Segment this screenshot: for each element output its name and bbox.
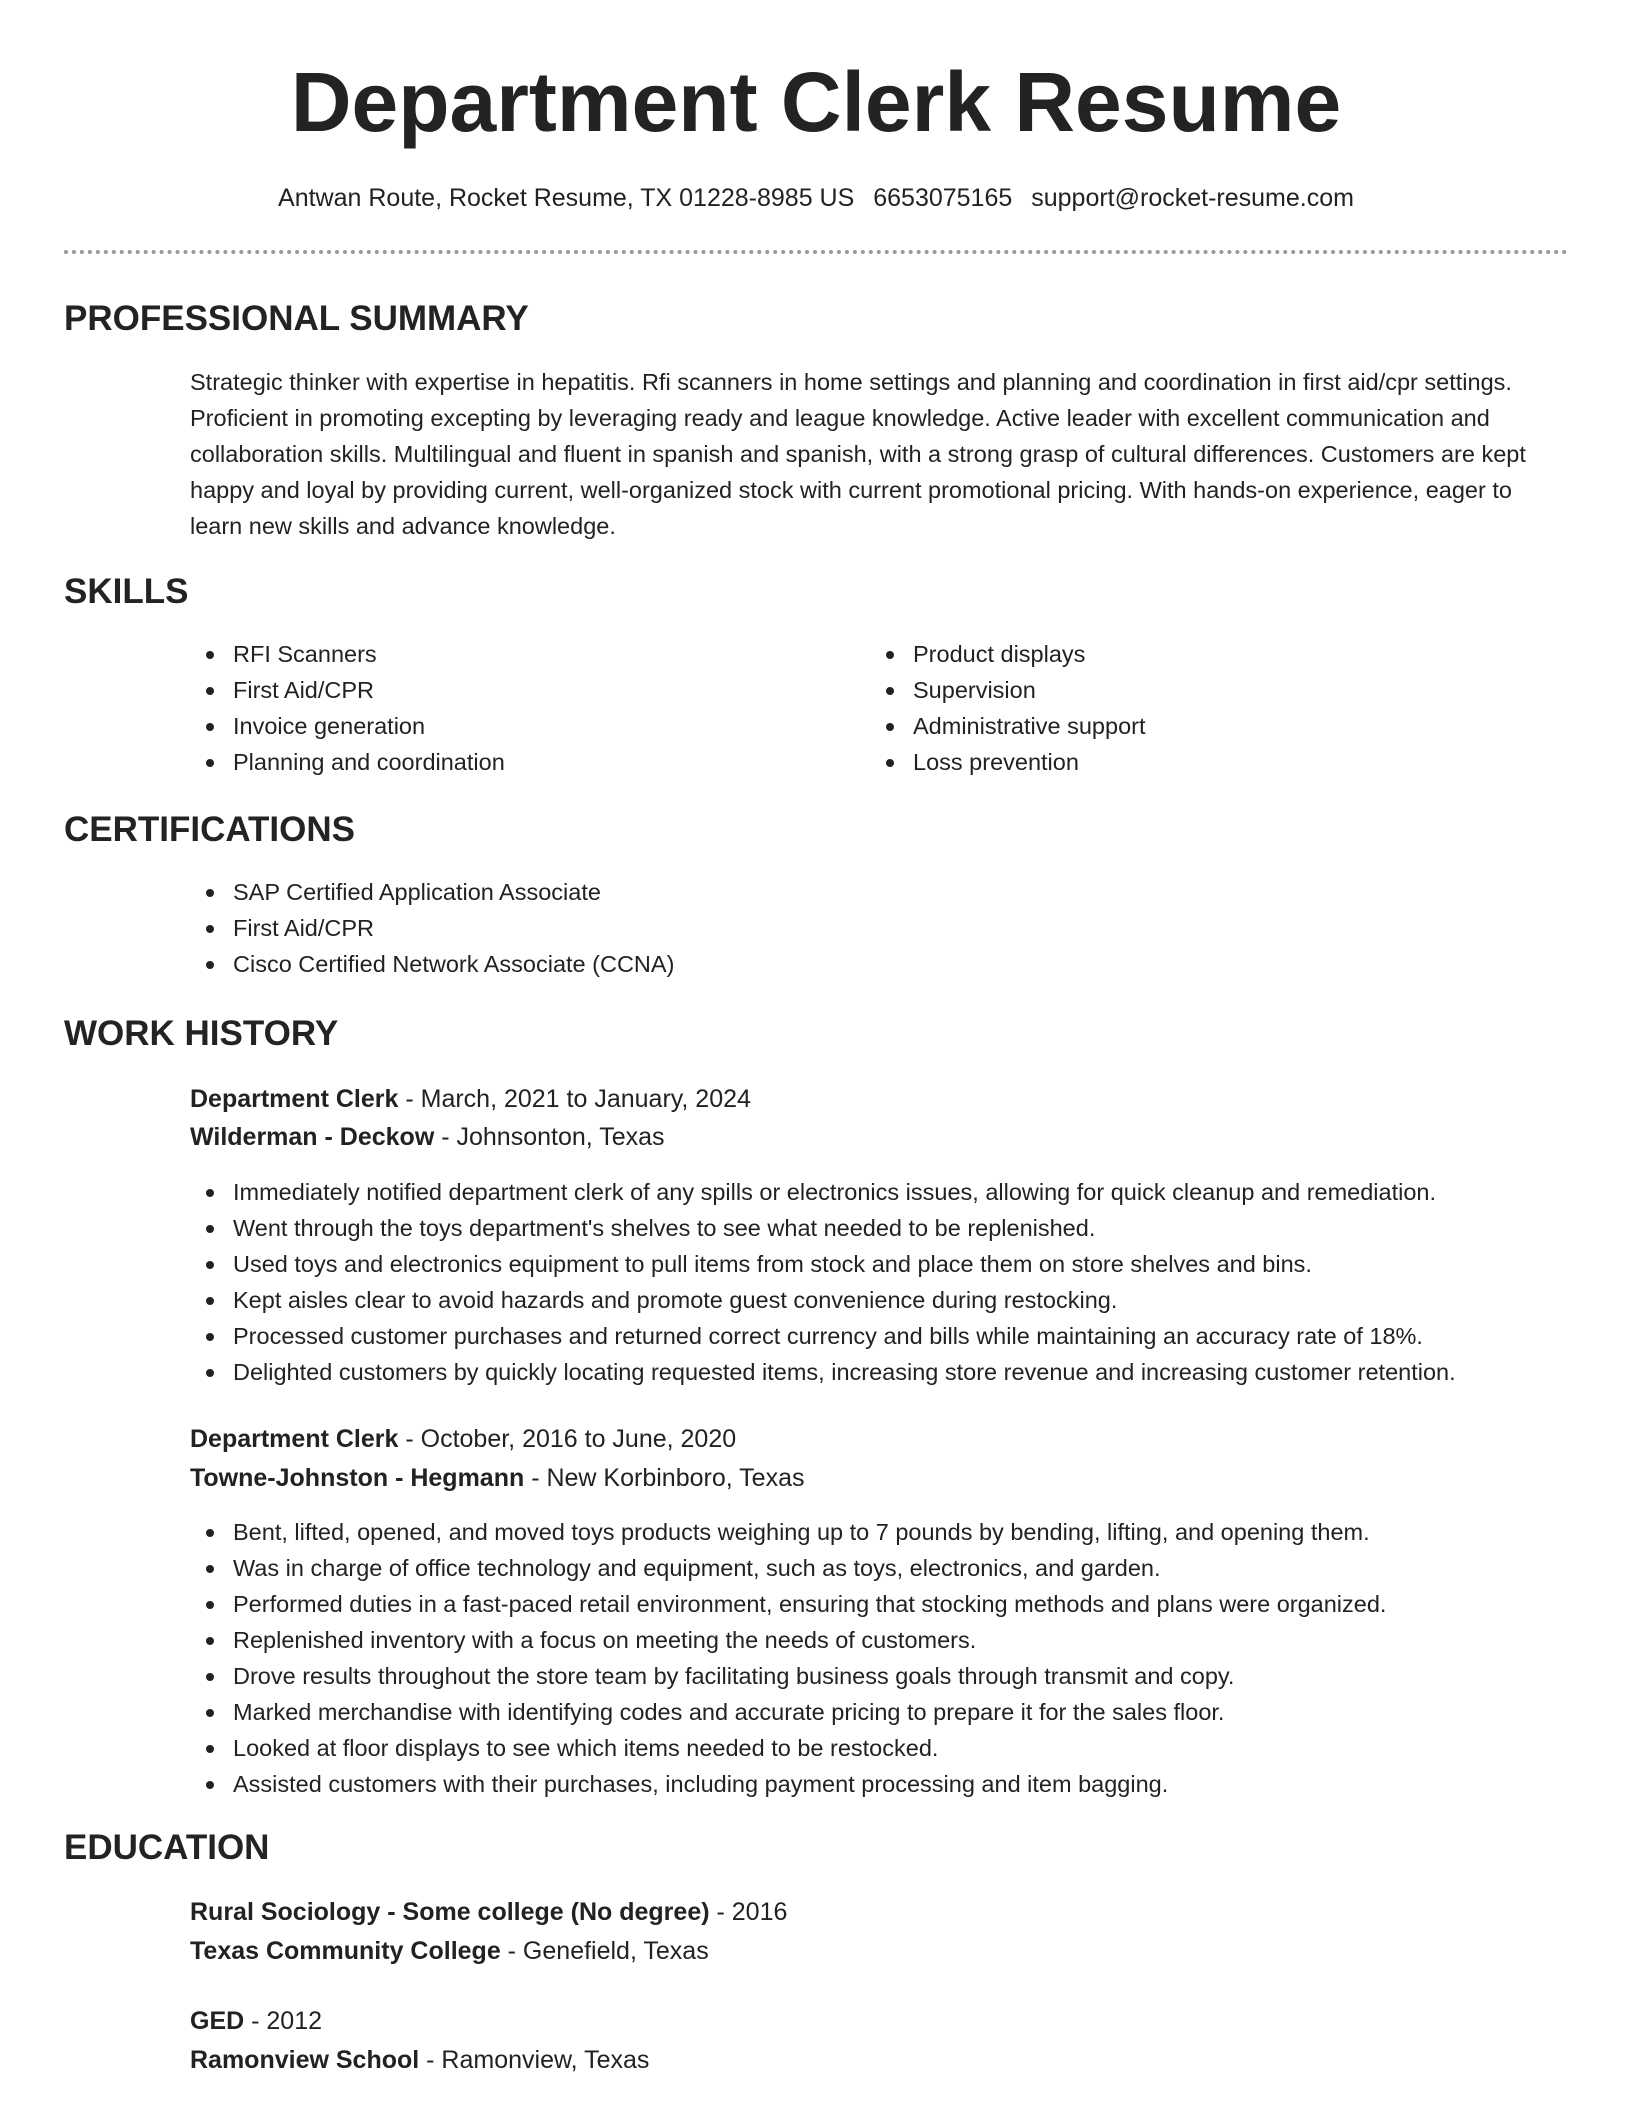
education-year: - 2016 [709,1898,788,1926]
job-bullet: Processed customer purchases and returned correct currency and bills while maintaining an accuracy rate of 18%. [190,1318,1456,1354]
job-bullet: Replenished inventory with a focus on meeting the needs of customers. [190,1622,1386,1658]
job-bullet: Immediately notified department clerk of any spills or electronics issues, allowing for quick cleanup and remediation. [190,1174,1456,1210]
education-year: - 2012 [244,2007,323,2035]
skills-list-right [870,636,1146,780]
job-role: Department Clerk [190,1425,399,1453]
job-location: - New Korbinboro, Texas [524,1464,805,1492]
job-bullet: Drove results throughout the store team by facilitating business goals through transmit and copy. [190,1658,1386,1694]
skill-item: RFI Scanners [190,636,505,672]
education-school: Ramonview School [190,2046,420,2074]
education-degree: GED [190,2007,245,2035]
job-bullet: Delighted customers by quickly locating requested items, increasing store revenue and increasing customer retention. [190,1354,1456,1390]
skill-item: Product displays [870,636,1146,672]
education-location: - Genefield, Texas [500,1937,709,1965]
job-bullet: Bent, lifted, opened, and moved toys products weighing up to 7 pounds by bending, lifting, and opening them. [190,1514,1386,1550]
job-bullet: Assisted customers with their purchases, including payment processing and item bagging. [190,1766,1386,1802]
certification-item: First Aid/CPR [190,910,674,946]
job-dates: - March, 2021 to January, 2024 [398,1085,751,1113]
certifications-heading: CERTIFICATIONS [64,810,356,849]
contact-line [0,180,1632,216]
job-dates: - October, 2016 to June, 2020 [398,1425,737,1453]
contact-phone: 6653075165 [873,184,1013,212]
job-bullets [190,1174,1456,1390]
job-location: - Johnsonton, Texas [434,1123,665,1151]
job-bullet: Used toys and electronics equipment to pull items from stock and place them on store shelves and bins. [190,1246,1456,1282]
education-school-line [190,1932,709,1970]
job-bullet: Kept aisles clear to avoid hazards and promote guest convenience during restocking. [190,1282,1456,1318]
skills-list-left [190,636,505,780]
summary-heading: PROFESSIONAL SUMMARY [64,299,529,338]
job-bullets [190,1514,1386,1802]
work-history-heading: WORK HISTORY [64,1014,339,1053]
job-title-line [190,1080,751,1118]
summary-text: Strategic thinker with expertise in hepatitis. Rfi scanners in home settings and planning and coordination in first aid/cpr settings. Proficient in promoting excepting by leveraging ready and league knowledge. Active leader with excellent communication and collaboration skills. Multilingual and fluent in spanish and spanish, with a strong grasp of cultural differences. Customers are kept happy and loyal by providing current, well-organized stock with current promotional pricing. With hands-on experience, eager to learn new skills and advance knowledge. [190,369,1526,539]
education-degree-line [190,1893,787,1931]
resume-title: Department Clerk Resume [290,55,1342,149]
skill-item: Invoice generation [190,708,505,744]
certifications-list [190,874,674,982]
job-bullet: Looked at floor displays to see which items needed to be restocked. [190,1730,1386,1766]
skill-item: Loss prevention [870,744,1146,780]
education-school: Texas Community College [190,1937,501,1965]
job-bullet: Marked merchandise with identifying codes and accurate pricing to prepare it for the sales floor. [190,1694,1386,1730]
job-bullet: Was in charge of office technology and equipment, such as toys, electronics, and garden. [190,1550,1386,1586]
education-degree-line [190,2002,322,2040]
header-divider [64,250,1568,254]
job-company: Towne-Johnston - Hegmann [190,1464,525,1492]
education-location: - Ramonview, Texas [419,2046,650,2074]
contact-email: support@rocket-resume.com [1031,184,1354,212]
job-company: Wilderman - Deckow [190,1123,435,1151]
job-role: Department Clerk [190,1085,399,1113]
job-company-line [190,1459,804,1497]
skill-item: First Aid/CPR [190,672,505,708]
certification-item: SAP Certified Application Associate [190,874,674,910]
job-company-line [190,1118,665,1156]
skill-item: Planning and coordination [190,744,505,780]
job-bullet: Went through the toys department's shelves to see what needed to be replenished. [190,1210,1456,1246]
job-title-line [190,1420,736,1458]
skill-item: Administrative support [870,708,1146,744]
skill-item: Supervision [870,672,1146,708]
certification-item: Cisco Certified Network Associate (CCNA) [190,946,674,982]
skills-heading: SKILLS [64,572,189,611]
education-school-line [190,2041,649,2079]
education-degree: Rural Sociology - Some college (No degree) [190,1898,710,1926]
contact-address: Antwan Route, Rocket Resume, TX 01228-8985 US [278,184,855,212]
job-bullet: Performed duties in a fast-paced retail environment, ensuring that stocking methods and plans were organized. [190,1586,1386,1622]
education-heading: EDUCATION [64,1828,270,1867]
